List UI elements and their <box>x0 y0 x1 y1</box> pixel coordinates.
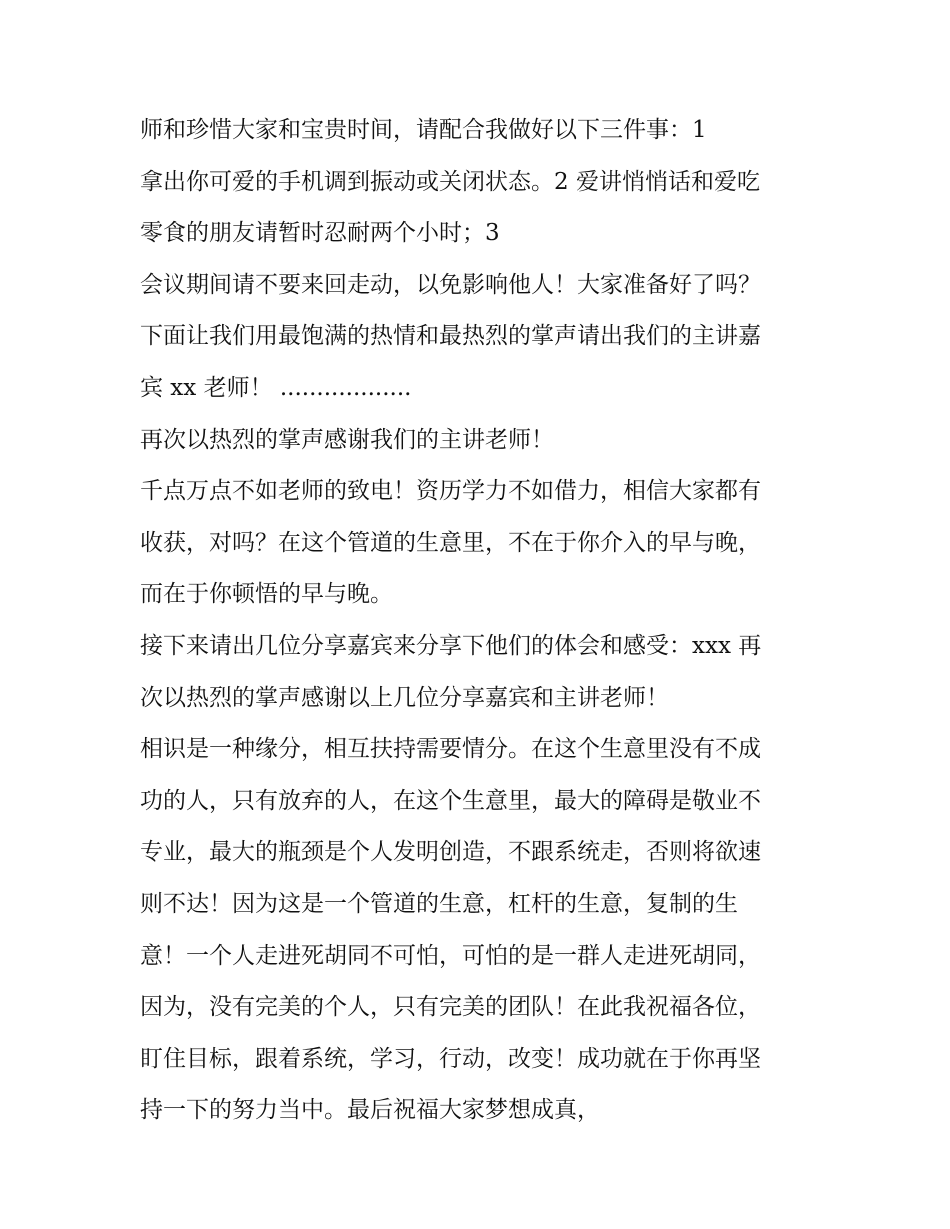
text-line: 次以热烈的掌声感谢以上几位分享嘉宾和主讲老师！ <box>140 684 669 711</box>
text-line: 收获，对吗？在这个管道的生意里，不在于你介入的早与晚， <box>140 529 761 556</box>
text-line: 专业，最大的瓶颈是个人发明创造，不跟系统走，否则将欲速 <box>140 839 761 866</box>
text-line: 下面让我们用最饱满的热情和最热烈的掌声请出我们的主讲嘉 <box>140 323 761 350</box>
text-line: 相识是一种缘分，相互扶持需要情分。在这个生意里没有不成 <box>140 736 761 763</box>
document-body-text <box>140 105 830 1137</box>
text-line: 因为，没有完美的个人，只有完美的团队！在此我祝福各位， <box>140 994 761 1021</box>
text-line: 持一下的努力当中。最后祝福大家梦想成真， <box>140 1097 600 1124</box>
text-line: 而在于你顿悟的早与晚。 <box>140 581 393 608</box>
text-line: 拿出你可爱的手机调到振动或关闭状态。2 爱讲悄悄话和爱吃 <box>140 168 760 195</box>
text-line: 再次以热烈的掌声感谢我们的主讲老师！ <box>140 426 554 453</box>
text-line: 零食的朋友请暂时忍耐两个小时；3 <box>140 220 500 247</box>
text-line: 功的人，只有放弃的人，在这个生意里，最大的障碍是敬业不 <box>140 787 761 814</box>
text-line: 千点万点不如老师的致电！资历学力不如借力，相信大家都有 <box>140 478 761 505</box>
text-line: 则不达！因为这是一个管道的生意，杠杆的生意，复制的生 <box>140 890 738 917</box>
text-line: 宾 xx 老师！ .................. <box>140 374 412 401</box>
text-line: 接下来请出几位分享嘉宾来分享下他们的体会和感受：xxx 再 <box>140 632 762 659</box>
text-line: 盯住目标，跟着系统，学习，行动，改变！成功就在于你再坚 <box>140 1045 761 1072</box>
text-line: 会议期间请不要来回走动，以免影响他人！大家准备好了吗？ <box>140 271 761 298</box>
text-line: 师和珍惜大家和宝贵时间，请配合我做好以下三件事：1 <box>140 117 707 143</box>
text-line: 意！一个人走进死胡同不可怕，可怕的是一群人走进死胡同， <box>140 942 761 969</box>
